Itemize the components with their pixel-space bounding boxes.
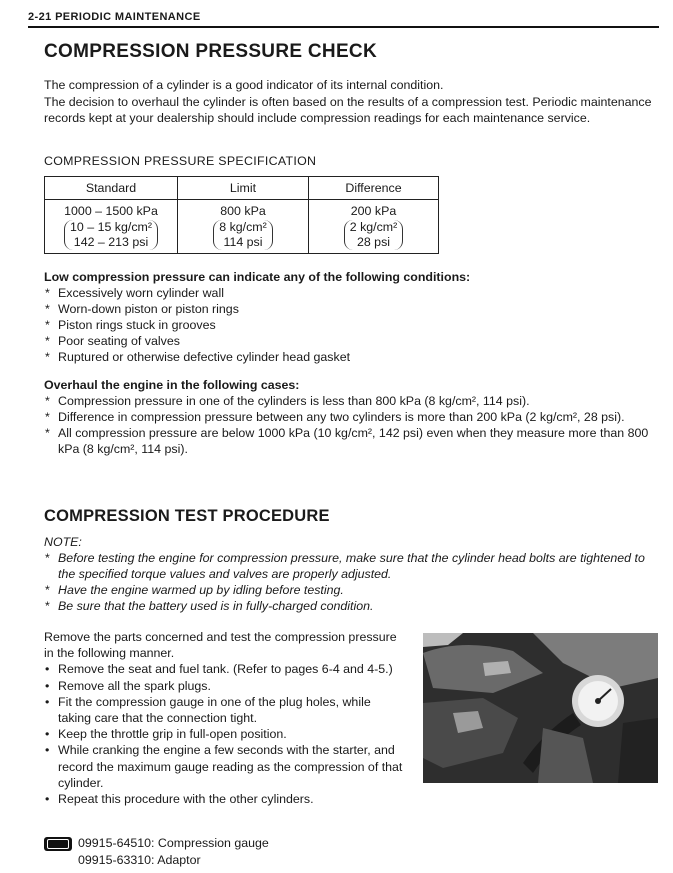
standard-kgcm: 10 – 15 kg/cm²: [70, 220, 152, 234]
list-item: [44, 393, 656, 409]
bullet-marker: •: [45, 678, 50, 693]
asterisk-marker: *: [45, 394, 50, 408]
asterisk-marker: *: [45, 551, 50, 565]
list-item-text: Difference in compression pressure between any two cylinders is more than 200 kPa (2 kg/cm², 28 psi).: [58, 410, 625, 424]
list-item-text: Have the engine warmed up by idling before testing.: [58, 583, 344, 597]
overhaul-lead: Overhaul the engine in the following cases:: [44, 378, 300, 392]
list-item-text: Be sure that the battery used is in fully-charged condition.: [58, 599, 374, 613]
list-item-text: Compression pressure in one of the cylinders is less than 800 kPa (8 kg/cm², 114 psi).: [58, 394, 530, 408]
low-pressure-conditions: [44, 269, 656, 365]
spec-cell-standard: [45, 200, 178, 254]
asterisk-marker: *: [45, 334, 50, 348]
spec-value-row: [45, 200, 439, 254]
tool-compression-gauge: 09915-64510: Compression gauge: [78, 836, 269, 850]
tool-icon: [44, 837, 72, 851]
asterisk-marker: *: [45, 426, 50, 440]
spec-cell-difference: [309, 200, 439, 254]
engine-photo-drawing: [423, 633, 658, 783]
list-item: [44, 333, 656, 349]
list-item: [44, 661, 406, 677]
asterisk-marker: *: [45, 599, 50, 613]
note-label: NOTE:: [44, 535, 82, 549]
procedure-intro: Remove the parts concerned and test the compression pressure in the following manner.: [44, 630, 397, 661]
spec-cell-limit: [178, 200, 309, 254]
bullet-marker: •: [45, 694, 50, 709]
tool-list: [78, 835, 269, 869]
asterisk-marker: *: [45, 583, 50, 597]
list-item: [44, 582, 656, 598]
list-item-text: Ruptured or otherwise defective cylinder head gasket: [58, 350, 351, 364]
section-title-test-procedure: COMPRESSION TEST PROCEDURE: [44, 507, 330, 525]
page-header: 2-21 PERIODIC MAINTENANCE: [28, 9, 659, 28]
list-item-text: Piston rings stuck in grooves: [58, 318, 216, 332]
difference-kgcm: 2 kg/cm²: [349, 220, 398, 234]
engine-photo: [423, 633, 658, 783]
low-pressure-lead: Low compression pressure can indicate any of the following conditions:: [44, 270, 471, 284]
note-list: [44, 550, 656, 614]
list-item-text: Keep the throttle grip in full-open position.: [58, 727, 287, 742]
difference-alt-units: [344, 220, 404, 250]
limit-alt-units: [213, 220, 273, 250]
spec-table-title: COMPRESSION PRESSURE SPECIFICATION: [44, 154, 317, 168]
bullet-marker: •: [45, 727, 50, 742]
standard-kpa: 1000 – 1500 kPa: [64, 204, 158, 218]
list-item-text: Fit the compression gauge in one of the plug holes, while taking care that the connection tight.: [58, 694, 371, 726]
list-item: [44, 285, 656, 301]
list-item-text: Remove all the spark plugs.: [58, 678, 211, 693]
spec-header-row: [45, 177, 439, 200]
intro-paragraph-1: The compression of a cylinder is a good indicator of its internal condition.: [44, 78, 444, 92]
list-item-text: Repeat this procedure with the other cylinders.: [58, 792, 314, 807]
list-item: [44, 678, 406, 694]
list-item: [44, 742, 406, 791]
list-item: [44, 301, 656, 317]
list-item: [44, 317, 656, 333]
standard-alt-units: [64, 220, 158, 250]
list-item-text: Poor seating of valves: [58, 334, 180, 348]
difference-kpa: 200 kPa: [350, 204, 397, 218]
difference-psi: 28 psi: [356, 235, 391, 249]
section-title-compression-check: COMPRESSION PRESSURE CHECK: [44, 41, 377, 62]
list-item-text: Excessively worn cylinder wall: [58, 286, 224, 300]
spec-table: [44, 176, 439, 254]
limit-psi: 114 psi: [223, 235, 263, 249]
limit-kpa: 800 kPa: [220, 204, 266, 218]
intro-text: [44, 77, 656, 127]
spec-header-difference: Difference: [309, 177, 439, 200]
list-item-text: All compression pressure are below 1000 kPa (10 kg/cm², 142 psi) even when they measure more than 800 kPa (8 kg/cm², 114 psi).: [58, 426, 649, 456]
list-item: [44, 550, 656, 582]
asterisk-marker: *: [45, 350, 50, 364]
intro-paragraph-2: The decision to overhaul the cylinder is often based on the results of a compression test. Periodic maintenance records kept at your dealership should include compression readings for each maintenance service.: [44, 94, 652, 125]
list-item-text: Before testing the engine for compression pressure, make sure that the cylinder head bolts are tightened to the specified torque values and valves are properly adjusted.: [58, 551, 645, 581]
bullet-marker: •: [45, 792, 50, 807]
spec-header-limit: Limit: [178, 177, 309, 200]
limit-kgcm: 8 kg/cm²: [219, 220, 267, 234]
list-item: [44, 726, 406, 742]
list-item-text: While cranking the engine a few seconds with the starter, and record the maximum gauge reading as the compression of that cylinder.: [58, 743, 403, 790]
standard-psi: 142 – 213 psi: [73, 235, 149, 249]
bullet-marker: •: [45, 662, 50, 677]
overhaul-cases: [44, 377, 656, 457]
note-block: [44, 534, 656, 614]
list-item: [44, 409, 656, 425]
list-item: [44, 425, 656, 457]
asterisk-marker: *: [45, 302, 50, 316]
procedure-list: [44, 661, 406, 807]
low-pressure-list: [44, 285, 656, 365]
list-item: [44, 791, 406, 807]
overhaul-list: [44, 393, 656, 457]
list-item: [44, 598, 656, 614]
procedure-steps: [44, 629, 406, 807]
asterisk-marker: *: [45, 410, 50, 424]
bullet-marker: •: [45, 743, 50, 758]
list-item-text: Remove the seat and fuel tank. (Refer to pages 6-4 and 4-5.): [58, 662, 393, 677]
asterisk-marker: *: [45, 318, 50, 332]
special-tools: [44, 835, 269, 869]
asterisk-marker: *: [45, 286, 50, 300]
list-item: [44, 694, 406, 726]
list-item-text: Worn-down piston or piston rings: [58, 302, 239, 316]
tool-adaptor: 09915-63310: Adaptor: [78, 853, 201, 867]
spec-header-standard: Standard: [45, 177, 178, 200]
list-item: [44, 349, 656, 365]
